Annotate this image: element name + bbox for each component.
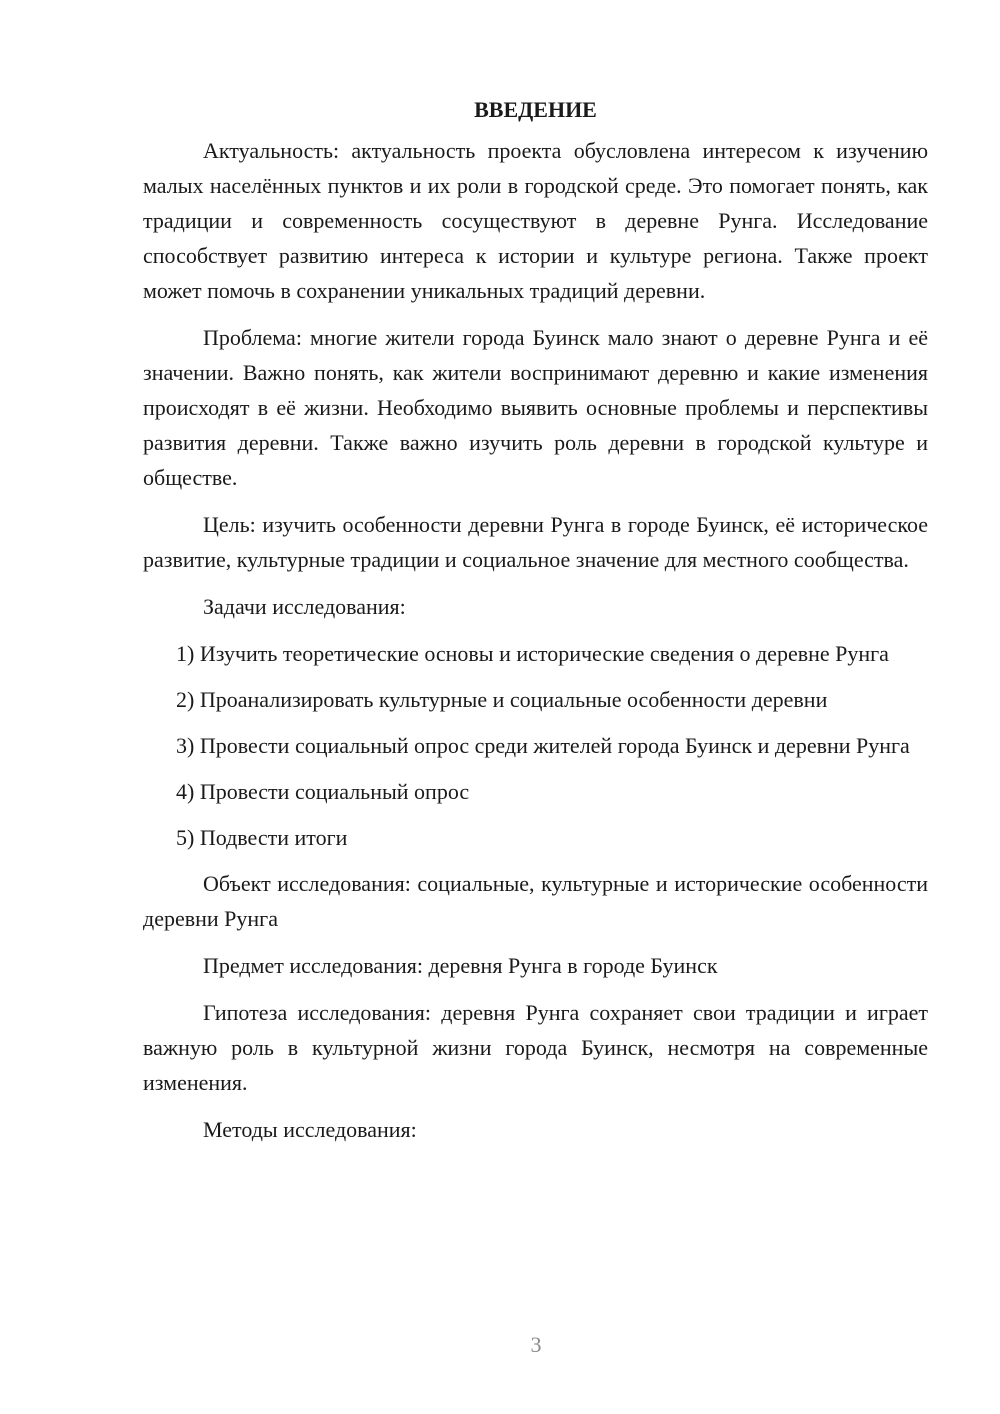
methods-heading: Методы исследования: (203, 1117, 417, 1142)
relevance-paragraph: Актуальность: актуальность проекта обусловлена интересом к изучению малых населённых пунктов и их роли в городской среде. Это помогает понять, как традиции и современность сосуществуют в деревне Рунга. Исследование способствует развитию интереса к истории и культуре региона. Также проект может помочь в сохранении уникальных традиций деревни. (143, 138, 928, 303)
task-item-4: 4) Провести социальный опрос (176, 779, 470, 804)
section-title: ВВЕДЕНИЕ (474, 97, 597, 122)
page-number: 3 (530, 1332, 542, 1357)
task-item-2: 2) Проанализировать культурные и социальные особенности деревни (176, 687, 828, 712)
problem-paragraph: Проблема: многие жители города Буинск мало знают о деревне Рунга и её значении. Важно понять, как жители воспринимают деревню и какие изменения происходят в её жизни. Необходимо выявить основные проблемы и перспективы развития деревни. Также важно изучить роль деревни в городской культуре и обществе. (143, 325, 928, 490)
task-item-5: 5) Подвести итоги (176, 825, 348, 850)
object-paragraph: Объект исследования: социальные, культурные и исторические особенности деревни Рунга (143, 871, 928, 931)
task-item-1: 1) Изучить теоретические основы и исторические сведения о деревне Рунга (176, 641, 889, 666)
page-content (143, 92, 928, 1159)
tasks-heading: Задачи исследования: (203, 594, 406, 619)
subject-paragraph: Предмет исследования: деревня Рунга в городе Буинск (203, 953, 718, 978)
task-item-3: 3) Провести социальный опрос среди жителей города Буинск и деревни Рунга (176, 733, 910, 758)
hypothesis-paragraph: Гипотеза исследования: деревня Рунга сохраняет свои традиции и играет важную роль в культурной жизни города Буинск, несмотря на современные изменения. (143, 1000, 928, 1095)
goal-paragraph: Цель: изучить особенности деревни Рунга в городе Буинск, её историческое развитие, культурные традиции и социальное значение для местного сообщества. (143, 512, 928, 572)
